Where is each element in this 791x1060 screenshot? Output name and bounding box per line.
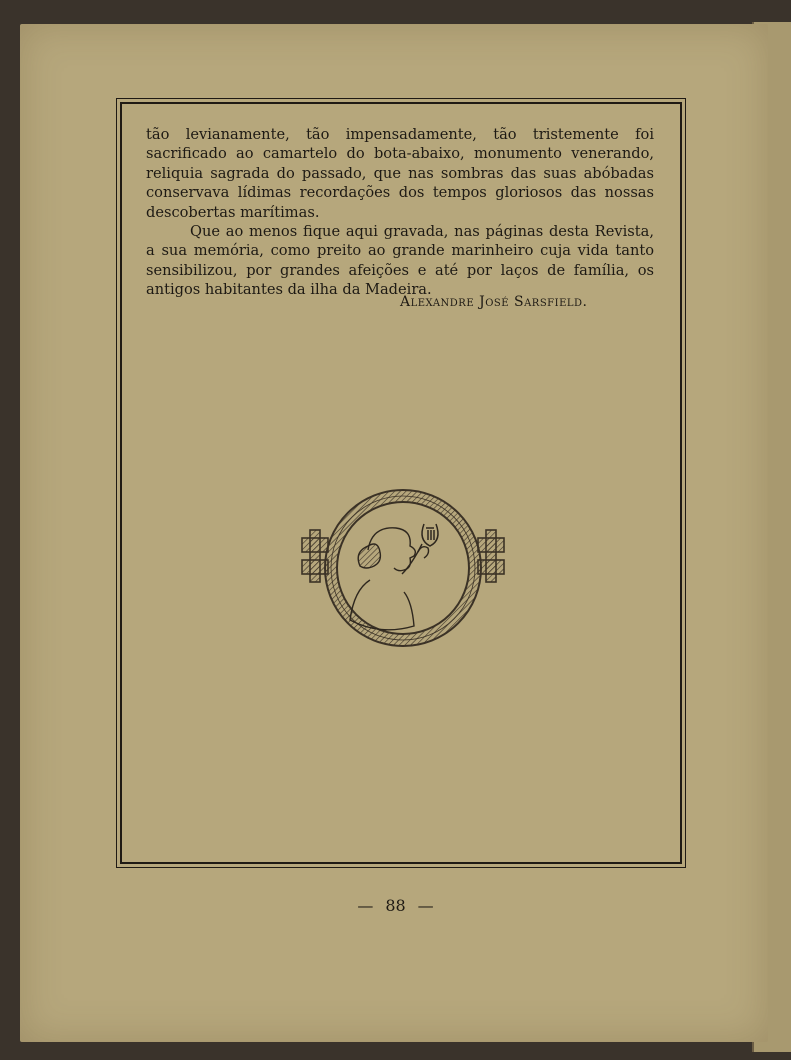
body-text: [146, 125, 654, 300]
lyre-bearer-medallion-icon: [298, 480, 508, 660]
paragraph-2: Que ao menos fique aqui gravada, nas páginas desta Revista, a sua memória, como preito ao grande marinheiro cuja vida tanto sensibilizou, por grandes afeições e até por laços de família, os antigos habitantes da ilha da Madeira.: [146, 223, 654, 299]
author-signature: Alexandre José Sarsfield.: [400, 294, 588, 310]
paragraph-1: tão levianamente, tão impensadamente, tão tristemente foi sacrificado ao camartelo do bota-abaixo, monumento venerando, reliquia sagrada do passado, que nas sombras das suas abóbadas conservava lídimas recordações dos tempos gloriosos das nossas descobertas marítimas.: [146, 126, 654, 221]
footer-dash-left: —: [357, 896, 374, 915]
footer-dash-right: —: [417, 896, 434, 915]
page-footer: [0, 896, 791, 915]
page-number: 88: [385, 896, 406, 915]
